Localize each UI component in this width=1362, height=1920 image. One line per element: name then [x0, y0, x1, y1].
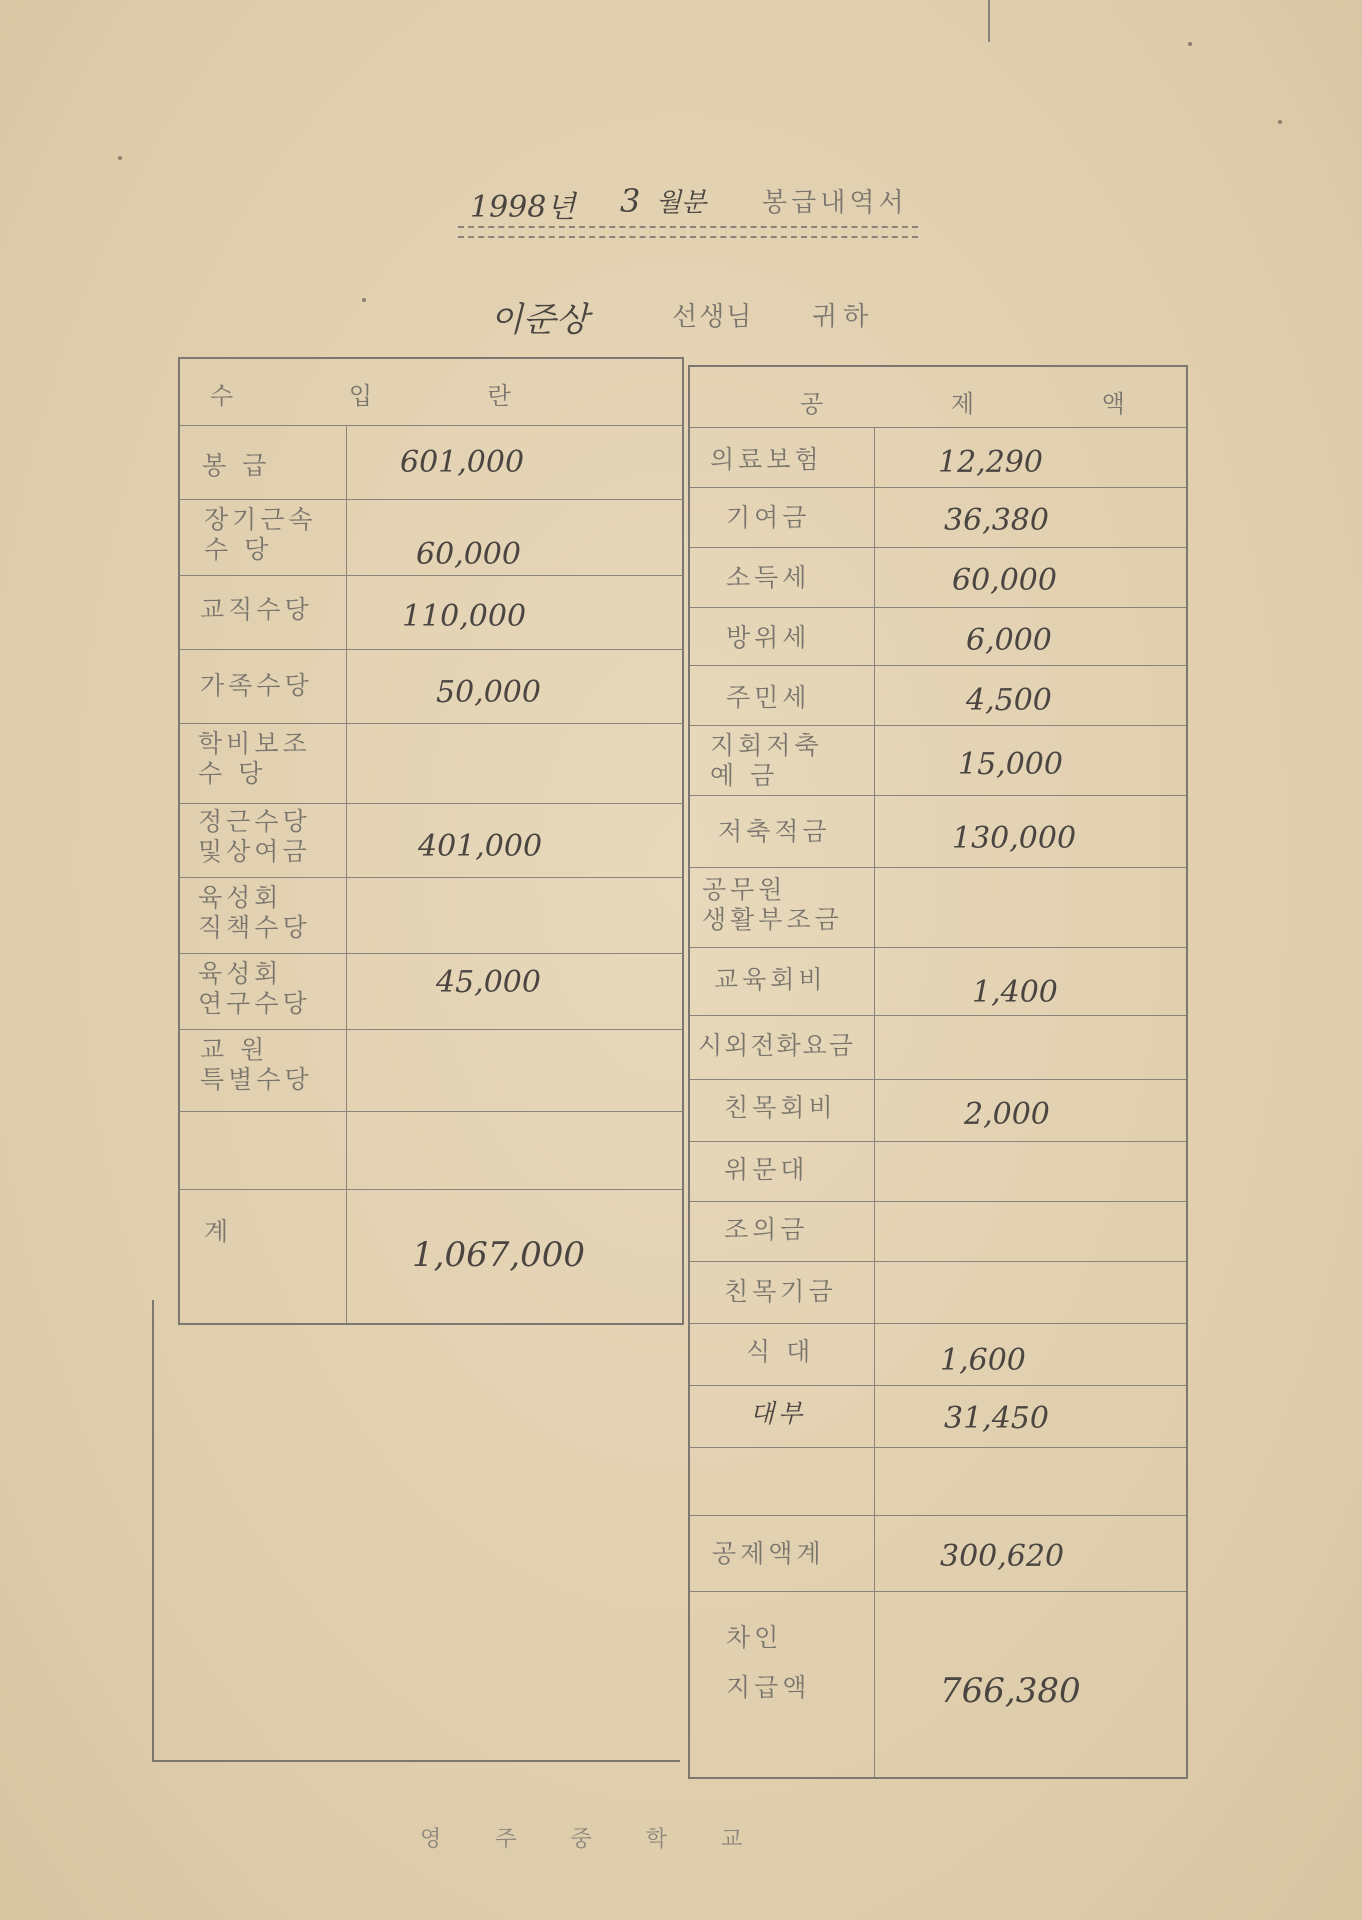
deduction-label-resident-tax: 주민세 — [726, 683, 811, 712]
income-total-label: 계 — [204, 1217, 233, 1246]
income-label-long-service: 장기근속 수 당 — [204, 505, 317, 564]
net-pay-label-2: 지급액 — [726, 1673, 811, 1702]
deduction-header: 공 제 액 — [800, 390, 1185, 418]
deduction-value-income-tax: 60,000 — [952, 563, 1057, 598]
year-value: 1998년 — [470, 190, 576, 225]
deduction-total-label: 공제액계 — [712, 1539, 825, 1568]
income-table — [178, 357, 684, 1325]
deduction-label-phone: 시외전화요금 — [698, 1031, 855, 1060]
income-label-special: 교 원 특별수당 — [200, 1035, 313, 1094]
deduction-label-comfort: 위문대 — [724, 1155, 809, 1184]
income-value-bonus: 401,000 — [418, 829, 543, 864]
deduction-value-resident-tax: 4,500 — [966, 683, 1052, 718]
deduction-label-savings-deposit: 지회저축 예 금 — [710, 731, 823, 790]
paper-crease-mark — [988, 0, 990, 42]
income-header: 수 입 란 — [210, 382, 565, 410]
income-label-teaching: 교직수당 — [200, 595, 313, 624]
paper-speck — [1188, 42, 1192, 46]
income-value-teaching: 110,000 — [402, 599, 527, 634]
income-value-family: 50,000 — [436, 675, 541, 710]
income-total-value: 1,067,000 — [412, 1235, 586, 1275]
deduction-value-installment: 130,000 — [952, 821, 1077, 856]
paper-speck — [118, 156, 122, 160]
recipient-line — [482, 292, 902, 342]
recipient-name: 이준상 — [490, 300, 589, 340]
deduction-value-social-fee: 2,000 — [964, 1097, 1050, 1132]
school-name: 영주중학교 — [420, 1827, 797, 1852]
income-value-salary: 601,000 — [400, 445, 525, 480]
income-label-pta-duty: 육성회 직책수당 — [198, 883, 311, 942]
net-pay-label-1: 차인 — [726, 1623, 783, 1652]
recipient-honorific: 선생님 — [672, 302, 754, 332]
deduction-label-income-tax: 소득세 — [726, 563, 811, 592]
deduction-value-meals: 1,600 — [940, 1343, 1026, 1378]
income-label-salary: 봉 급 — [202, 451, 271, 480]
deduction-value-defense-tax: 6,000 — [966, 623, 1052, 658]
deduction-label-social-fund: 친목기금 — [724, 1277, 837, 1306]
deduction-value-pension: 36,380 — [944, 503, 1049, 538]
income-label-bonus: 정근수당 및상여금 — [198, 807, 311, 866]
paper-speck — [362, 298, 366, 302]
deduction-label-social-fee: 친목회비 — [724, 1093, 837, 1122]
recipient-suffix: 귀하 — [812, 302, 875, 332]
deduction-label-pension: 기여금 — [726, 503, 811, 532]
paper-speck — [1278, 120, 1282, 124]
deduction-label-civil-servant-aid: 공무원 생활부조금 — [702, 875, 843, 934]
deduction-value-savings-deposit: 15,000 — [958, 747, 1063, 782]
deduction-value-education-fee: 1,400 — [972, 975, 1058, 1010]
deduction-label-defense-tax: 방위세 — [726, 623, 811, 652]
deduction-label-loan: 대부 — [750, 1399, 807, 1428]
income-lower-blank-area — [152, 1300, 680, 1762]
deduction-total-value: 300,620 — [940, 1539, 1065, 1574]
income-label-tuition: 학비보조 수 당 — [198, 729, 311, 788]
income-value-long-service: 60,000 — [416, 537, 521, 572]
deduction-column-divider — [874, 427, 875, 1777]
deduction-label-meals: 식 대 — [746, 1337, 815, 1366]
deduction-value-loan: 31,450 — [944, 1401, 1049, 1436]
deduction-value-medical: 12,290 — [938, 445, 1043, 480]
income-label-pta-research: 육성회 연구수당 — [198, 959, 311, 1018]
month-value: 3 — [620, 182, 641, 220]
deduction-label-condolence: 조의금 — [724, 1215, 809, 1244]
title-underline — [458, 226, 918, 238]
month-suffix: 월분 — [656, 188, 707, 218]
net-pay-value: 766,380 — [940, 1671, 1081, 1711]
deduction-table — [688, 365, 1188, 1779]
income-value-pta-research: 45,000 — [436, 965, 541, 1000]
deduction-label-medical: 의료보험 — [710, 445, 823, 474]
deduction-label-installment: 저축적금 — [718, 817, 831, 846]
income-label-family: 가족수당 — [200, 671, 313, 700]
doc-title: 봉급내역서 — [762, 188, 908, 218]
deduction-label-education-fee: 교육회비 — [714, 965, 827, 994]
